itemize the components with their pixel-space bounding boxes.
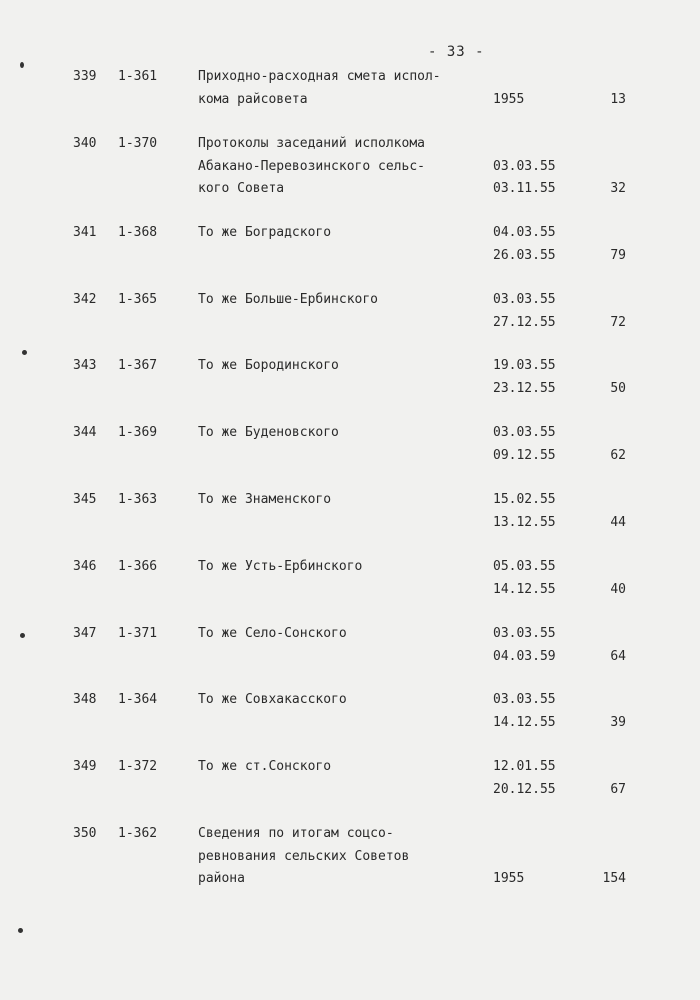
entry-date: 03.11.55 <box>493 181 556 196</box>
entry-page-count: 154 <box>602 871 626 886</box>
entry-page-count: 44 <box>610 514 626 530</box>
entry-title-line: района <box>198 871 245 886</box>
entry-dates <box>493 823 573 891</box>
entry-page-count: 32 <box>610 181 626 196</box>
entry-date: 04.03.59 <box>493 648 556 664</box>
entry-number: 340 <box>73 136 97 151</box>
entry-code: 1-363 <box>118 492 158 507</box>
entry-dates <box>493 355 573 400</box>
entry-title-line: Протоколы заседаний исполкома <box>198 136 425 151</box>
entry-title <box>198 823 478 891</box>
entry-date: 03.03.55 <box>493 425 556 440</box>
entry-dates <box>493 756 573 801</box>
entry-title-line: кома райсовета <box>198 91 308 107</box>
entry-page-count: 79 <box>610 247 626 263</box>
entry-date: 14.12.55 <box>493 581 556 597</box>
entry-title <box>198 355 478 378</box>
entry-date: 12.01.55 <box>493 759 556 774</box>
entry-number: 341 <box>73 225 97 240</box>
entry-dates <box>493 289 573 334</box>
entry-page-count: 62 <box>610 447 626 463</box>
entry-date: 03.03.55 <box>493 692 556 707</box>
entry-title-line: То же Буденовского <box>198 425 339 440</box>
entry-number: 342 <box>73 292 97 307</box>
entry-number: 348 <box>73 692 97 707</box>
entry-title-line: То же Село-Сонского <box>198 626 347 641</box>
entry-number: 349 <box>73 759 97 774</box>
entry-title <box>198 66 478 111</box>
entry-code: 1-365 <box>118 292 158 307</box>
entry-code: 1-361 <box>118 69 158 84</box>
entry-number: 347 <box>73 626 97 641</box>
entry-title <box>198 756 478 779</box>
entry-date: 03.03.55 <box>493 158 556 174</box>
entry-title-line: кого Совета <box>198 181 285 196</box>
entry-dates <box>493 66 573 111</box>
margin-speck <box>20 62 24 68</box>
entry-title <box>198 623 478 646</box>
entry-dates <box>493 222 573 267</box>
entry-dates <box>493 556 573 601</box>
entry-dates <box>493 689 573 734</box>
entry-page-count: 13 <box>610 91 626 107</box>
entry-code: 1-370 <box>118 136 158 151</box>
entry-date: 26.03.55 <box>493 247 556 263</box>
entry-date <box>493 66 573 89</box>
entry-date <box>493 133 573 156</box>
entry-page-count: 67 <box>610 781 626 797</box>
entry-page-count: 50 <box>610 380 626 396</box>
entry-page-count: 40 <box>610 581 626 597</box>
entry-title-line: То же Бородинского <box>198 358 339 373</box>
entry-title-line: Приходно-расходная смета испол- <box>198 69 441 84</box>
entry-page-count: 39 <box>610 714 626 730</box>
entry-page-count: 64 <box>610 648 626 664</box>
entry-title <box>198 289 478 312</box>
entry-number: 343 <box>73 358 97 373</box>
entry-dates <box>493 489 573 534</box>
margin-speck <box>20 633 25 638</box>
entry-title <box>198 689 478 712</box>
entry-date: 1955 <box>493 91 525 107</box>
entry-code: 1-362 <box>118 826 158 841</box>
entry-title-line: Сведения по итогам соцсо- <box>198 826 394 841</box>
entry-title-line: ревнования сельских Советов <box>198 848 410 864</box>
entry-title-line: То же Усть-Ербинского <box>198 559 363 574</box>
entry-date: 04.03.55 <box>493 225 556 240</box>
entry-date: 23.12.55 <box>493 380 556 396</box>
entry-date: 03.03.55 <box>493 626 556 641</box>
entry-title-line: То же Знаменского <box>198 492 332 507</box>
entry-code: 1-367 <box>118 358 158 373</box>
margin-speck <box>22 350 27 355</box>
entry-date: 19.03.55 <box>493 358 556 373</box>
page-number: - 33 - <box>428 44 485 60</box>
entry-date: 1955 <box>493 871 525 886</box>
entry-code: 1-368 <box>118 225 158 240</box>
entry-date: 14.12.55 <box>493 714 556 730</box>
entry-number: 344 <box>73 425 97 440</box>
entry-number: 346 <box>73 559 97 574</box>
entry-number: 345 <box>73 492 97 507</box>
entry-title-line: То же Больше-Ербинского <box>198 292 379 307</box>
entry-number: 339 <box>73 69 97 84</box>
entry-title-line: То же Боградского <box>198 225 332 240</box>
entry-date: 05.03.55 <box>493 559 556 574</box>
entry-title <box>198 222 478 245</box>
entry-code: 1-364 <box>118 692 158 707</box>
entry-title-line: То же Совхакасского <box>198 692 347 707</box>
entry-dates <box>493 422 573 467</box>
entry-code: 1-369 <box>118 425 158 440</box>
entry-code: 1-372 <box>118 759 158 774</box>
entry-dates <box>493 133 573 201</box>
entry-date <box>493 823 573 846</box>
entry-title-line: Абакано-Перевозинского сельс- <box>198 158 425 174</box>
entry-title <box>198 556 478 579</box>
entry-code: 1-371 <box>118 626 158 641</box>
entry-number: 350 <box>73 826 97 841</box>
margin-speck <box>18 928 23 933</box>
entry-date: 13.12.55 <box>493 514 556 530</box>
entry-date: 15.02.55 <box>493 492 556 507</box>
entry-date: 09.12.55 <box>493 447 556 463</box>
entry-title-line: То же ст.Сонского <box>198 759 332 774</box>
entry-title <box>198 489 478 512</box>
entry-date: 27.12.55 <box>493 314 556 330</box>
entry-date: 03.03.55 <box>493 292 556 307</box>
entry-title <box>198 422 478 445</box>
entry-code: 1-366 <box>118 559 158 574</box>
entry-page-count: 72 <box>610 314 626 330</box>
entry-date <box>493 846 573 869</box>
entry-title <box>198 133 478 201</box>
entry-dates <box>493 623 573 668</box>
entry-date: 20.12.55 <box>493 781 556 797</box>
